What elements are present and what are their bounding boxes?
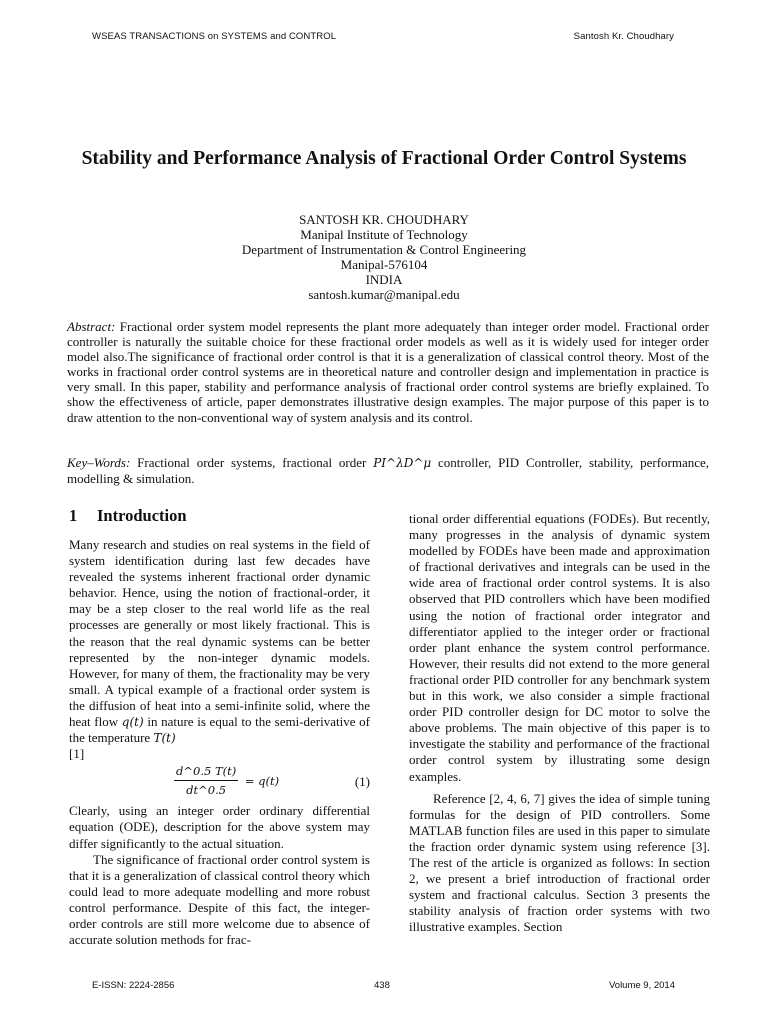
left-column	[69, 506, 370, 948]
author-department: Department of Instrumentation & Control Engineering	[241, 242, 527, 257]
paper-title: Stability and Performance Analysis of Fractional Order Control Systems	[81, 148, 687, 169]
paragraph-1	[69, 537, 370, 762]
var-heat-flow: q(t)	[121, 715, 144, 730]
equation-number: (1)	[354, 774, 370, 790]
running-header-author: Santosh Kr. Choudhary	[573, 31, 674, 42]
abstract-label: Abstract:	[67, 319, 116, 334]
author-block	[100, 212, 668, 302]
paragraph-5: Reference [2, 4, 6, 7] gives the idea of simple tuning formulas for the design of PID controllers. Some MATLAB function files are used in this paper to simulate the fraction order dynamic system using reference [3]. The rest of the article is organized as follows: In section 2, we present a brief introduction of fractional order system and fractional calculus. Section 3 presents the stability analysis of fraction order systems with two illustrative examples. Section	[409, 790, 710, 935]
keywords-text-before: Fractional order systems, fractional order	[137, 455, 367, 470]
equation-rhs: = q(t)	[244, 773, 280, 788]
keywords-text-after: controller, PID Controller, stability, performance, modelling & simulation.	[67, 455, 710, 487]
paragraph-1-text: Many research and studies on real systems in the field of system identification during last few decades have revealed the systems inherent fractional order dynamic behavior. Hence, using the notion of fractional-order, it may be a step closer to the real world life as the real processes are generally or most likely fractional. This is the reason that the real dynamic systems can be better represented by the non-integer dynamic models. However, for many of them, the fractionality may be very small. A typical example of a fractional order system is the diffusion of heat into a semi-infinite solid, where the heat flow	[69, 537, 370, 730]
equation-denominator: dt^0.5	[186, 783, 227, 798]
footer-volume: Volume 9, 2014	[608, 980, 675, 991]
keywords	[67, 455, 709, 486]
section-title: Introduction	[97, 506, 187, 525]
section-number: 1	[69, 506, 78, 525]
var-temperature: T(t)	[153, 731, 176, 746]
running-header-journal: WSEAS TRANSACTIONS on SYSTEMS and CONTROL	[92, 31, 337, 42]
author-country: INDIA	[365, 272, 403, 287]
author-city: Manipal-576104	[340, 257, 428, 272]
paragraph-3: The significance of fractional order control system is that it is a generalization of classical control theory which could lead to more adequate modelling and more robust control performance. Despite of this fact, the integer-order controls are still more welcome due to absence of accurate solution methods for frac-	[69, 851, 370, 948]
paragraph-1-mid: in nature is equal to the semi-derivative of the temperature	[69, 714, 370, 746]
author-email: santosh.kumar@manipal.edu	[308, 287, 460, 302]
keywords-math: PI^λD^μ	[373, 456, 432, 470]
equation-fraction	[174, 763, 238, 798]
abstract	[67, 319, 709, 425]
footer-issn: E-ISSN: 2224-2856	[92, 980, 175, 991]
author-name: SANTOSH KR. CHOUDHARY	[299, 212, 469, 227]
footer-page-number: 438	[374, 980, 390, 991]
paragraph-2: Clearly, using an integer order ordinary differential equation (ODE), description for the above system may differ significantly to the actual situation.	[69, 803, 370, 851]
author-institution: Manipal Institute of Technology	[300, 227, 468, 242]
section-heading	[69, 506, 370, 526]
citation-1: [1]	[69, 746, 85, 762]
equation-numerator: d^0.5 T(t)	[174, 763, 238, 781]
paragraph-4: tional order differential equations (FODEs). But recently, many progresses in the analysis of dynamic system modelled by FODEs have been made and approximation of fractional derivatives and integrals can be used in the wide area of fractional order control systems. It is also observed that PID controllers which have been modified using the notion of fractional order integrator and differentiator applied to the integer order or fractional order plant enhance the system control performance. However, their results did not extend to the more general fractional order PID controller for any benchmark system but in this work, we also consider a simple fractional order PID controller design for DC motor to solve the above problems. The main objective of this paper is to investigate the stability and performance of the fractional order control system by illustrating some design examples.	[409, 511, 710, 784]
abstract-text: Fractional order system model represents the plant more adequately than integer order model. Fractional order controller is naturally the suitable choice for these fractional order models as well as it is widely used for integer order model also.The significance of fractional order control is that it is a generalization of classical control theory. Most of the works in fractional order control systems are in theoretical nature and controller design and implementation in practice is very small. In this paper, stability and performance analysis of fractional order control systems are briefly explained. To show the effectiveness of article, paper demonstrates illustrative design examples. The major purpose of this paper is to draw attention to the non-conventional way of system analysis and its control.	[67, 319, 710, 425]
equation-1	[69, 763, 370, 801]
equation-body	[174, 763, 279, 798]
right-column	[409, 511, 710, 935]
keywords-label: Key–Words:	[67, 455, 131, 470]
